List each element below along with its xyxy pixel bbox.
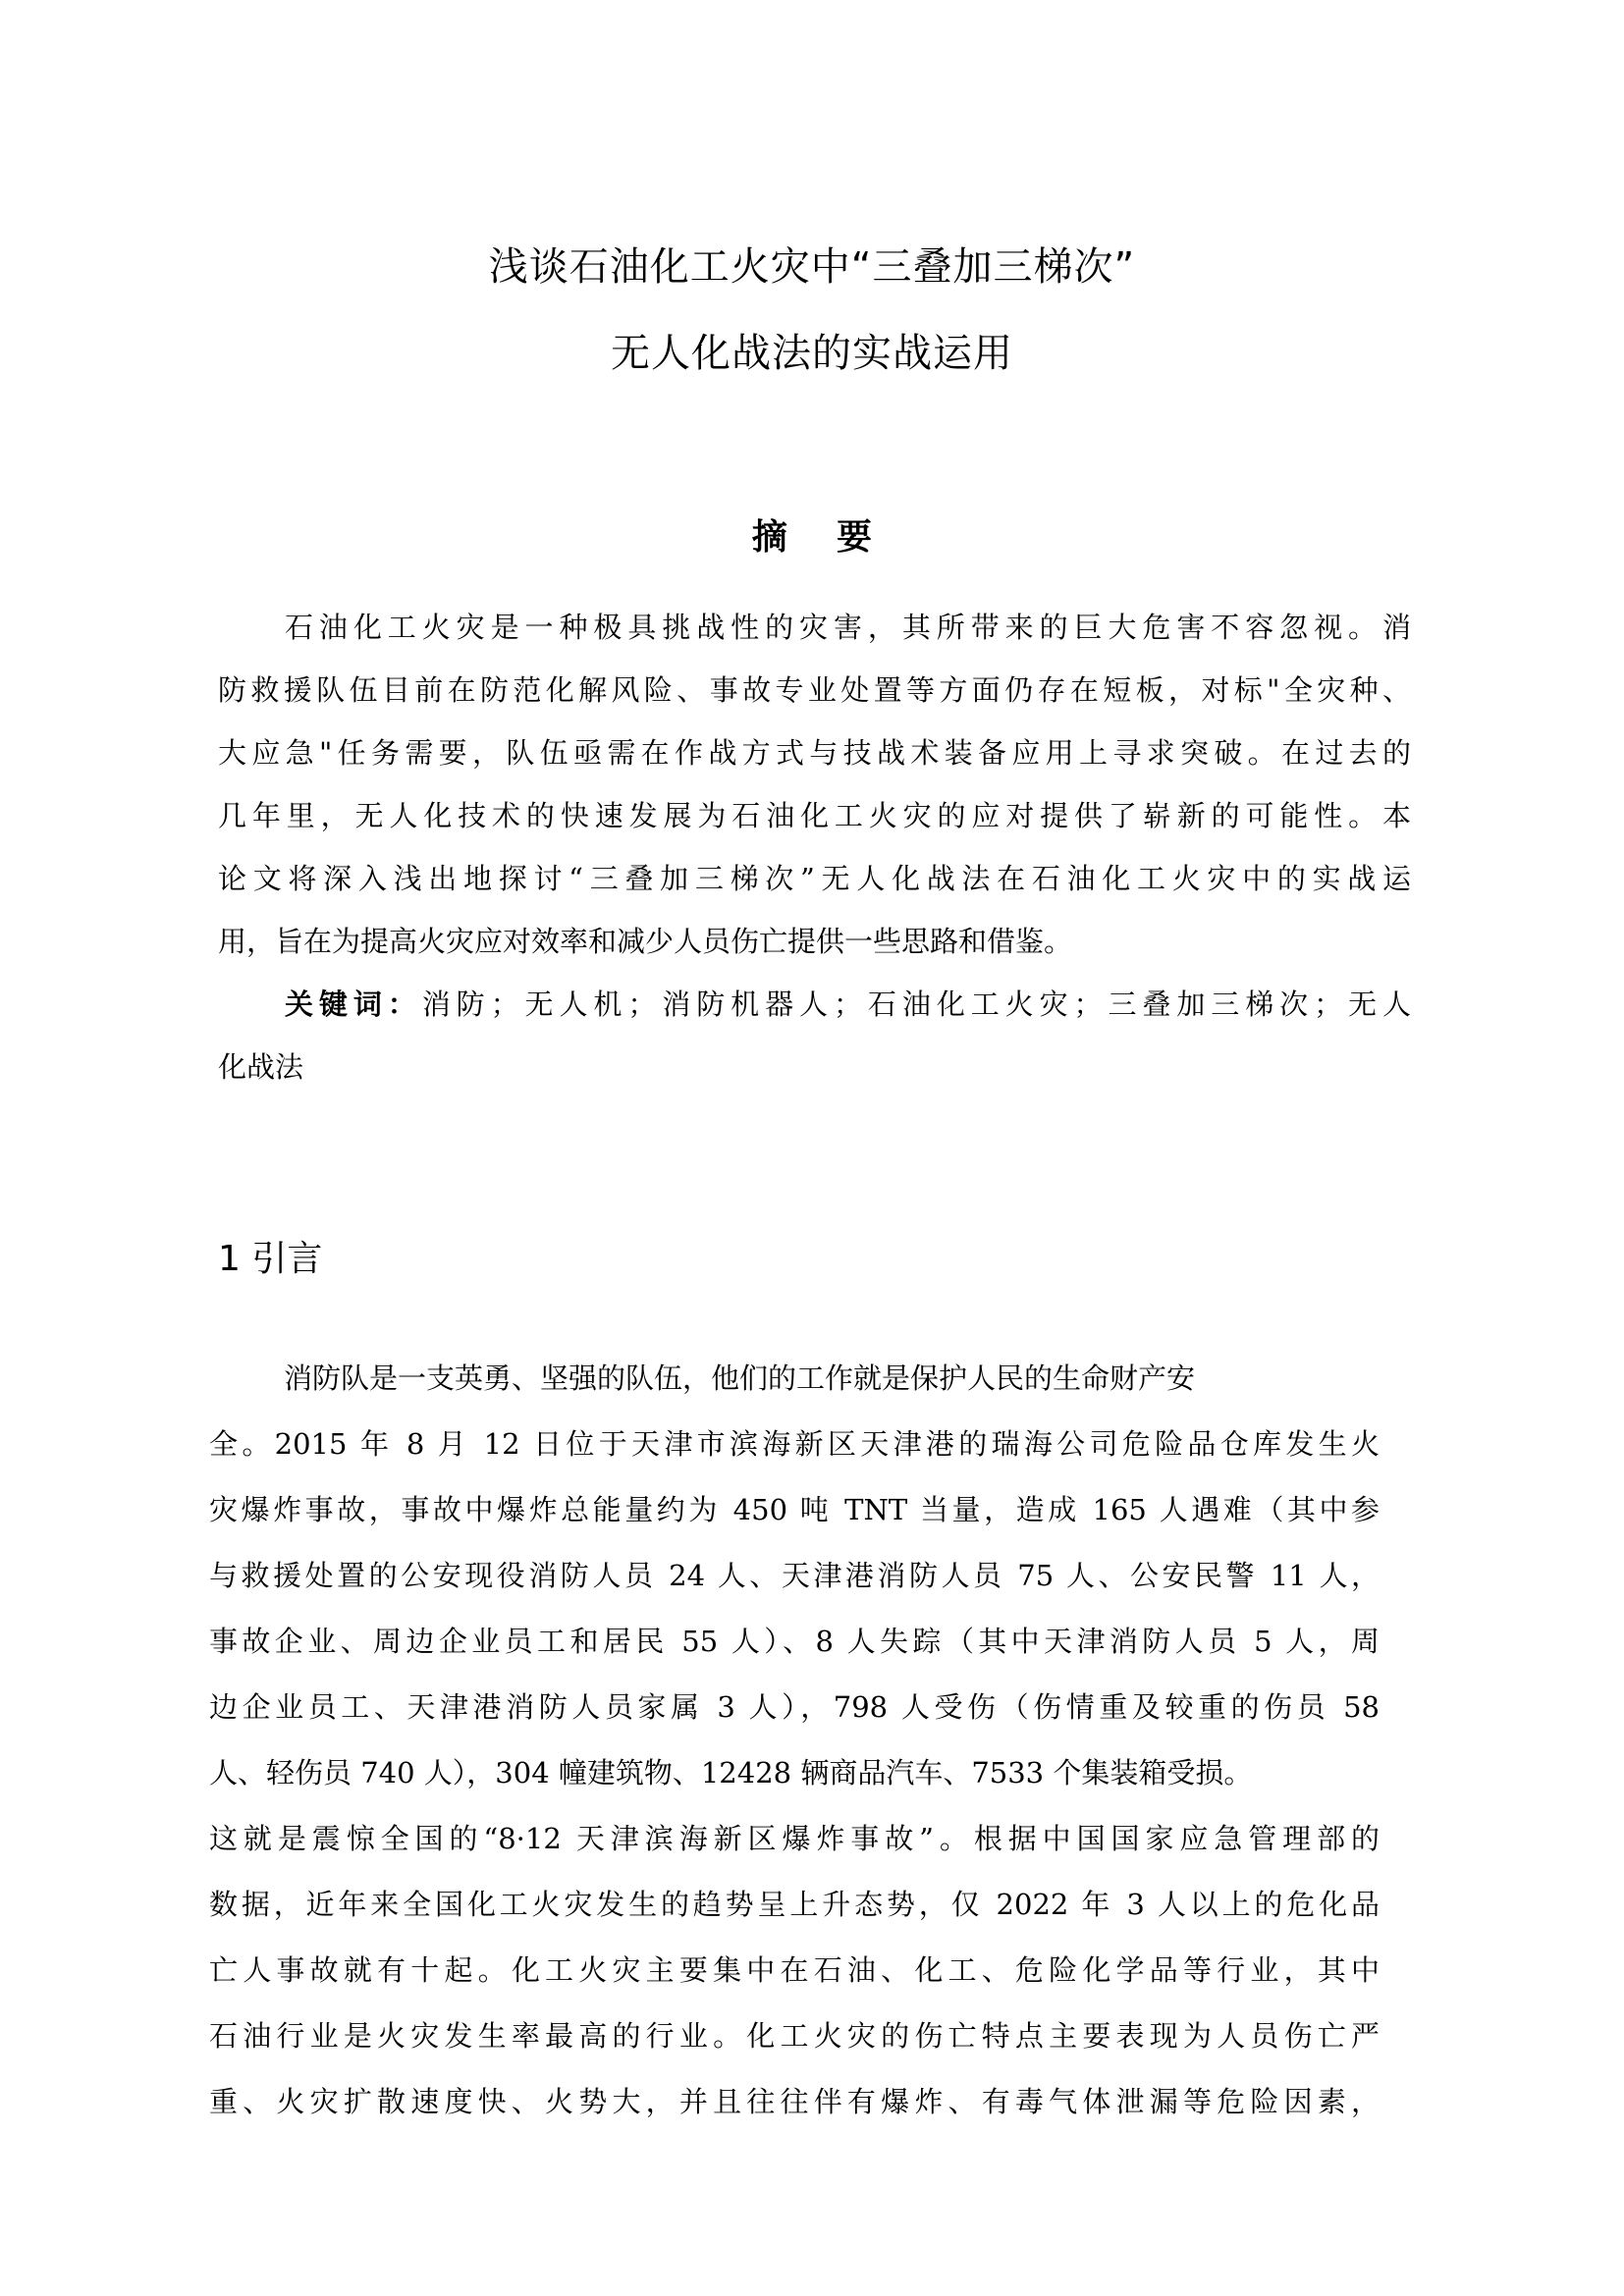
body-line: 数据，近年来全国化工火灾发生的趋势呈上升态势，仅 2022 年 3 人以上的危化品 xyxy=(209,1888,1380,1921)
introduction-body xyxy=(209,1346,1380,2135)
body-line: 重、火灾扩散速度快、火势大，并且往往伴有爆炸、有毒气体泄漏等危险因素， xyxy=(209,2085,1380,2118)
keywords-text: 消防；无人机；消防机器人；石油化工火灾；三叠加三梯次；无人 xyxy=(421,988,1411,1021)
body-line: 亡人事故就有十起。化工火灾主要集中在石油、化工、危险化学品等行业，其中 xyxy=(209,1953,1380,1987)
body-line: 消防队是一支英勇、坚强的队伍，他们的工作就是保护人民的生命财产安 xyxy=(284,1362,1196,1395)
body-line: 人、轻伤员 740 人），304 幢建筑物、12428 辆商品汽车、7533 个集装箱受损。 xyxy=(209,1756,1253,1789)
keywords-label: 关键词： xyxy=(285,988,422,1021)
abstract-line: 大应急"任务需要，队伍亟需在作战方式与技战术装备应用上寻求突破。在过去的 xyxy=(218,736,1411,770)
body-line: 灾爆炸事故，事故中爆炸总能量约为 450 吨 TNT 当量，造成 165 人遇难（其中参 xyxy=(209,1493,1380,1526)
body-line: 这就是震惊全国的“8·12 天津滨海新区爆炸事故”。根据中国国家应急管理部的 xyxy=(209,1822,1380,1855)
abstract-line: 防救援队伍目前在防范化解风险、事故专业处置等方面仍存在短板，对标"全灾种、 xyxy=(218,673,1411,707)
abstract-line: 用，旨在为提高火灾应对效率和减少人员伤亡提供一些思路和借鉴。 xyxy=(218,925,1073,958)
section-heading-introduction: 1 引言 xyxy=(218,1239,323,1279)
abstract-line: 论文将深入浅出地探讨“三叠加三梯次”无人化战法在石油化工火灾中的实战运 xyxy=(218,862,1411,895)
abstract-line: 几年里，无人化技术的快速发展为石油化工火灾的应对提供了崭新的可能性。本 xyxy=(218,799,1411,832)
abstract-line: 石油化工火灾是一种极具挑战性的灾害，其所带来的巨大危害不容忽视。消 xyxy=(285,611,1411,644)
keywords-line xyxy=(218,973,1411,1036)
body-line: 石油行业是火灾发生率最高的行业。化工火灾的伤亡特点主要表现为人员伤亡严 xyxy=(209,2019,1380,2053)
body-line: 边企业员工、天津港消防人员家属 3 人），798 人受伤（伤情重及较重的伤员 58 xyxy=(209,1690,1380,1724)
abstract-body xyxy=(218,596,1411,1098)
paper-title-line-2: 无人化战法的实战运用 xyxy=(611,331,1013,376)
paper-title-line-1: 浅谈石油化工火灾中“三叠加三梯次” xyxy=(488,244,1136,290)
paper-title xyxy=(0,224,1624,397)
body-line: 与救援处置的公安现役消防人员 24 人、天津港消防人员 75 人、公安民警 11 人， xyxy=(209,1559,1380,1592)
body-line: 全。2015 年 8 月 12 日位于天津市滨海新区天津港的瑞海公司危险品仓库发生火 xyxy=(209,1427,1380,1461)
keywords-line-continued: 化战法 xyxy=(218,1050,304,1084)
body-line: 事故企业、周边企业员工和居民 55 人）、8 人失踪（其中天津消防人员 5 人，周 xyxy=(209,1625,1380,1658)
abstract-heading: 摘 要 xyxy=(751,517,873,558)
